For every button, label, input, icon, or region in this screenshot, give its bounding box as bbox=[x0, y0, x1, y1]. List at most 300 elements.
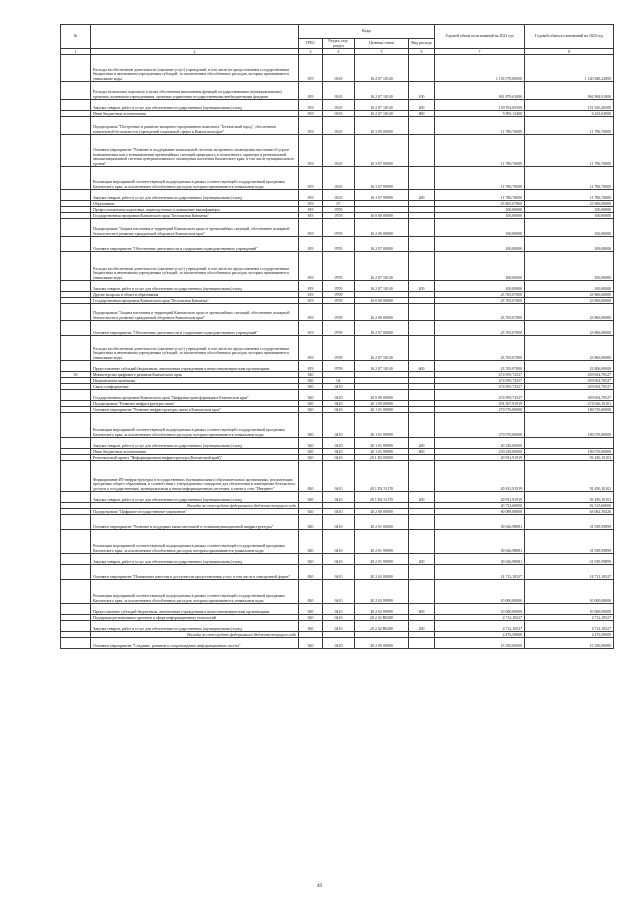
row-amount-2023: 150 704,05500 bbox=[435, 100, 525, 111]
row-section: 0310 bbox=[323, 167, 355, 190]
row-section: 0709 bbox=[323, 304, 355, 321]
table-row bbox=[61, 336, 614, 361]
row-amount-2023: 250 256,00000 bbox=[435, 449, 525, 455]
row-number bbox=[61, 336, 91, 361]
header-codes: Коды bbox=[299, 25, 435, 39]
table-row bbox=[61, 361, 614, 372]
row-number bbox=[61, 604, 91, 615]
row-section: 0705 bbox=[323, 207, 355, 213]
row-number bbox=[61, 413, 91, 438]
row-expense-type bbox=[409, 55, 435, 82]
row-amount-2024: 23 806,00000 bbox=[525, 336, 614, 361]
row-amount-2023: 30 026,98081 bbox=[435, 530, 525, 554]
header-section: Раздел, под-раздел bbox=[323, 39, 355, 49]
row-grbs: 819 bbox=[299, 167, 323, 190]
row-article: 16 2 07 00000 bbox=[355, 321, 409, 336]
row-grbs: 820 bbox=[299, 449, 323, 455]
row-amount-2023: 30 026,98081 bbox=[435, 515, 525, 530]
row-number bbox=[61, 100, 91, 111]
row-expense-type: 200 bbox=[409, 554, 435, 565]
row-article: 16 3 07 00000 bbox=[355, 135, 409, 167]
row-section: 0709 bbox=[323, 361, 355, 372]
row-amount-2023: 100,00000 bbox=[435, 213, 525, 219]
row-article: 20 2 02 00000 bbox=[355, 565, 409, 580]
table-row bbox=[61, 492, 614, 503]
row-grbs: 820 bbox=[299, 384, 323, 390]
row-description: Закупка товаров, работ и услуг для обеспечения государственных (муниципальных) нужд bbox=[91, 492, 299, 503]
row-grbs: 820 bbox=[299, 401, 323, 407]
row-article: 16 3 00 00000 bbox=[355, 117, 409, 135]
column-number-label: 7 bbox=[435, 49, 525, 55]
row-expense-type: 800 bbox=[409, 111, 435, 117]
budget-table bbox=[60, 24, 614, 649]
row-grbs: 820 bbox=[299, 378, 323, 384]
row-description: Министерство цифрового развития Камчатского края bbox=[91, 372, 299, 378]
row-number bbox=[61, 554, 91, 565]
row-description: Закупка товаров, работ и услуг для обеспечения государственных (муниципальных) нужд bbox=[91, 100, 299, 111]
table-body bbox=[61, 55, 614, 649]
row-section: 0709 bbox=[323, 321, 355, 336]
table-row bbox=[61, 252, 614, 281]
row-description: Предоставление субсидий бюджетным, автономным учреждениям и иным некоммерческим организациям bbox=[91, 361, 299, 372]
row-amount-2024: 459 654,70527 bbox=[525, 372, 614, 378]
row-section: 0410 bbox=[323, 384, 355, 390]
row-amount-2023: 15 350,00000 bbox=[435, 638, 525, 649]
row-article: 20 1 01 99990 bbox=[355, 413, 409, 438]
table-row bbox=[61, 304, 614, 321]
row-article: 20 1 01 00000 bbox=[355, 407, 409, 413]
row-article: 20 2 01 00000 bbox=[355, 515, 409, 530]
row-amount-2024: 92 515,60000 bbox=[525, 503, 614, 509]
row-amount-2024: 23 806,00000 bbox=[525, 298, 614, 304]
row-section: 0410 bbox=[323, 565, 355, 580]
table-row bbox=[61, 82, 614, 100]
row-expense-type: 200 bbox=[409, 100, 435, 111]
row-amount-2023: 20 931,91919 bbox=[435, 492, 525, 503]
row-amount-2024: 11 786,70000 bbox=[525, 167, 614, 190]
table-row bbox=[61, 530, 614, 554]
row-description: Национальная экономика bbox=[91, 378, 299, 384]
row-expense-type: 600 bbox=[409, 361, 435, 372]
table-row bbox=[61, 638, 614, 649]
page-number: 49 bbox=[317, 884, 322, 889]
row-amount-2024: 63 062,10426 bbox=[525, 509, 614, 515]
row-article: 16 2 00 00000 bbox=[355, 219, 409, 237]
row-description: Закупка товаров, работ и услуг для обеспечения государственных (муниципальных) нужд bbox=[91, 190, 299, 201]
row-grbs: 819 bbox=[299, 237, 323, 252]
row-expense-type: 200 bbox=[409, 190, 435, 201]
row-amount-2024: 100,00000 bbox=[525, 219, 614, 237]
row-grbs: 819 bbox=[299, 201, 323, 207]
row-amount-2024: 962 984,91000 bbox=[525, 82, 614, 100]
row-amount-2024: 23 806,00000 bbox=[525, 361, 614, 372]
row-description: Основное мероприятие "Создание, развитие и сопровождение информационных систем" bbox=[91, 638, 299, 649]
row-amount-2023: 23 865,07000 bbox=[435, 201, 525, 207]
table-row bbox=[61, 515, 614, 530]
row-amount-2024: 4 476,50000 bbox=[525, 632, 614, 638]
row-amount-2023: 270 576,00000 bbox=[435, 407, 525, 413]
row-description: Подпрограмма "Защита населения и территорий Камчатского края от чрезвычайных ситуаций, обеспечение пожарной безопасности и развитие гражданской обороны в Камчатском крае" bbox=[91, 219, 299, 237]
header-2023: Годовой объем ассигнований на 2023 год bbox=[435, 25, 525, 49]
row-article: 16 2 07 10140 bbox=[355, 252, 409, 281]
row-article: 16 0 00 00000 bbox=[355, 298, 409, 304]
row-expense-type bbox=[409, 167, 435, 190]
row-amount-2023: 100,00000 bbox=[435, 237, 525, 252]
row-expense-type bbox=[409, 304, 435, 321]
table-row bbox=[61, 565, 614, 580]
table-row bbox=[61, 604, 614, 615]
row-section: 0410 bbox=[323, 604, 355, 615]
row-expense-type: 200 bbox=[409, 438, 435, 449]
row-expense-type bbox=[409, 117, 435, 135]
row-amount-2024: 93 450,10101 bbox=[525, 492, 614, 503]
row-amount-2023: 30 026,98081 bbox=[435, 554, 525, 565]
row-amount-2024: 100,00000 bbox=[525, 252, 614, 281]
row-number bbox=[61, 304, 91, 321]
row-section: 0410 bbox=[323, 530, 355, 554]
row-expense-type: 200 bbox=[409, 621, 435, 632]
row-grbs: 819 bbox=[299, 100, 323, 111]
column-number-label: 4 bbox=[323, 49, 355, 55]
header-expense-type: Вид расхода bbox=[409, 39, 435, 49]
row-description: Связь и информатика bbox=[91, 384, 299, 390]
row-amount-2024: 4 712,10527 bbox=[525, 615, 614, 621]
table-row bbox=[61, 621, 614, 632]
row-section: 0410 bbox=[323, 401, 355, 407]
table-row bbox=[61, 55, 614, 82]
row-section: 0705 bbox=[323, 219, 355, 237]
row-grbs: 819 bbox=[299, 55, 323, 82]
row-article: 20 2 02 R0280 bbox=[355, 615, 409, 621]
row-section: 0310 bbox=[323, 111, 355, 117]
row-expense-type bbox=[409, 530, 435, 554]
row-section: 0410 bbox=[323, 509, 355, 515]
column-number-label: 3 bbox=[299, 49, 323, 55]
row-description: Другие вопросы в области образования bbox=[91, 292, 299, 298]
row-grbs: 820 bbox=[299, 530, 323, 554]
row-amount-2024: 100,00000 bbox=[525, 213, 614, 219]
row-amount-2023: 100,00000 bbox=[435, 281, 525, 292]
row-amount-2024: 31 939,59899 bbox=[525, 515, 614, 530]
row-amount-2024: 10 000,00000 bbox=[525, 580, 614, 604]
row-grbs: 820 bbox=[299, 615, 323, 621]
row-expense-type: 100 bbox=[409, 82, 435, 100]
row-expense-type bbox=[409, 135, 435, 167]
row-grbs: 819 bbox=[299, 117, 323, 135]
table-row bbox=[61, 438, 614, 449]
row-section: 0410 bbox=[323, 438, 355, 449]
row-amount-2024: 23 806,00000 bbox=[525, 304, 614, 321]
row-description: Подпрограмма "Защита населения и территорий Камчатского края от чрезвычайных ситуаций, обеспечение пожарной безопасности и развитие гражданской обороны в Камчатском крае" bbox=[91, 304, 299, 321]
row-amount-2024: 11 786,70000 bbox=[525, 117, 614, 135]
row-grbs: 820 bbox=[299, 492, 323, 503]
row-description: Основное мероприятие "Развитие и поддержание комплексной системы экстренного оповещения населения об угрозе возникновения или о возникновении чрезвычайных ситуаций природного и техногенного характера и региональной автоматизированной системы централизованного оповещения населения Камчатского края, в том числе муниципального уровня" bbox=[91, 135, 299, 167]
row-description: Расходы за счет средств федерального бюджета текущего года bbox=[91, 632, 299, 638]
row-article: 16 2 00 00000 bbox=[355, 304, 409, 321]
row-grbs: 820 bbox=[299, 372, 323, 378]
row-article: 20 1 01 99990 bbox=[355, 438, 409, 449]
row-number bbox=[61, 117, 91, 135]
row-section: 0705 bbox=[323, 237, 355, 252]
row-amount-2023: 23 765,07000 bbox=[435, 304, 525, 321]
row-number bbox=[61, 580, 91, 604]
row-section: 0709 bbox=[323, 336, 355, 361]
row-grbs: 820 bbox=[299, 438, 323, 449]
row-description: Профессиональная подготовка, переподготовка и повышение квалификации bbox=[91, 207, 299, 213]
row-number bbox=[61, 492, 91, 503]
row-article: 20 2 01 99990 bbox=[355, 530, 409, 554]
row-article: 20 2 02 99990 bbox=[355, 580, 409, 604]
row-amount-2023: 4 712,10527 bbox=[435, 615, 525, 621]
header-article: Целевая статья bbox=[355, 39, 409, 49]
row-description: Формирование ИТ-инфраструктуры в государственных (муниципальных) образовательных организациях, реализующих программы общего образования, в соответствии с утвержденным стандартом для обеспечения в помещениях безопасного доступа к государственным, муниципальным и иным информационным системам, а также к сети "Интернет" bbox=[91, 461, 299, 492]
row-description: Государственная программа Камчатского края "Безопасная Камчатка" bbox=[91, 213, 299, 219]
row-grbs: 819 bbox=[299, 135, 323, 167]
row-description: Иные бюджетные ассигнования bbox=[91, 111, 299, 117]
row-article: 16 2 07 10140 bbox=[355, 100, 409, 111]
row-section: 0410 bbox=[323, 449, 355, 455]
row-number bbox=[61, 515, 91, 530]
table-row bbox=[61, 321, 614, 336]
row-expense-type bbox=[409, 219, 435, 237]
row-amount-2023: 1 118 578,80000 bbox=[435, 55, 525, 82]
row-section: 0709 bbox=[323, 292, 355, 298]
row-expense-type bbox=[409, 237, 435, 252]
row-grbs: 820 bbox=[299, 461, 323, 492]
row-description: Основное мероприятие "Развитие и поддержка вычислительной и телекоммуникационной инфраструктуры" bbox=[91, 515, 299, 530]
row-number bbox=[61, 82, 91, 100]
row-amount-2024: 180 576,00000 bbox=[525, 449, 614, 455]
row-amount-2023: 10 000,00000 bbox=[435, 604, 525, 615]
row-number bbox=[61, 252, 91, 281]
row-amount-2023: 961 879,61000 bbox=[435, 82, 525, 100]
header-2024: Годовой объем ассигнований на 2024 год bbox=[525, 25, 614, 49]
row-amount-2023: 291 507,91919 bbox=[435, 401, 525, 407]
row-article: 20 2 02 99990 bbox=[355, 604, 409, 615]
row-section: 0410 bbox=[323, 554, 355, 565]
row-grbs: 819 bbox=[299, 111, 323, 117]
row-article: 20 0 00 00000 bbox=[355, 390, 409, 401]
row-article: 16 2 07 10140 bbox=[355, 55, 409, 82]
row-section: 0310 bbox=[323, 190, 355, 201]
row-number: 36 bbox=[61, 372, 91, 378]
row-article: 20 1 01 99990 bbox=[355, 449, 409, 455]
row-article: 16 2 07 10140 bbox=[355, 111, 409, 117]
row-article: 20 1 D2 51170 bbox=[355, 461, 409, 492]
row-number bbox=[61, 219, 91, 237]
row-number bbox=[61, 167, 91, 190]
row-amount-2023: 4 476,50000 bbox=[435, 632, 525, 638]
row-number bbox=[61, 390, 91, 401]
table-row bbox=[61, 100, 614, 111]
table-row bbox=[61, 219, 614, 237]
row-grbs: 819 bbox=[299, 213, 323, 219]
row-amount-2024: 6 233,04000 bbox=[525, 111, 614, 117]
row-amount-2024: 459 654,70527 bbox=[525, 390, 614, 401]
row-expense-type bbox=[409, 638, 435, 649]
row-grbs: 820 bbox=[299, 638, 323, 649]
row-amount-2023: 20 931,91919 bbox=[435, 461, 525, 492]
row-grbs: 819 bbox=[299, 207, 323, 213]
row-grbs: 820 bbox=[299, 565, 323, 580]
row-amount-2023: 474 959,72527 bbox=[435, 378, 525, 384]
row-amount-2023: 100,00000 bbox=[435, 252, 525, 281]
row-description: Поддержка региональных проектов в сфере информационных технологий bbox=[91, 615, 299, 621]
row-description: Расходы на обеспечение деятельности (оказание услуг) учреждений, в том числе на предоставление государственным бюджетным и автономным учреждениям субсидий, за исключением обособленных расходов, которым присваиваются уникальные коды bbox=[91, 252, 299, 281]
row-amount-2023: 270 576,00000 bbox=[435, 413, 525, 438]
row-amount-2023: 23 765,07000 bbox=[435, 361, 525, 372]
row-amount-2024: 1 120 848,22000 bbox=[525, 55, 614, 82]
table-row bbox=[61, 413, 614, 438]
row-description: Реализация мероприятий соответствующей подпрограммы в рамках соответствующей государственной программы Камчатского края, за исключением обособленных расходов, которым присваиваются уникальные коды bbox=[91, 530, 299, 554]
table-row bbox=[61, 135, 614, 167]
row-amount-2023: 100,00000 bbox=[435, 219, 525, 237]
row-expense-type bbox=[409, 321, 435, 336]
row-article: 16 2 07 10140 bbox=[355, 361, 409, 372]
row-grbs: 820 bbox=[299, 515, 323, 530]
row-expense-type: 800 bbox=[409, 449, 435, 455]
row-section: 0705 bbox=[323, 213, 355, 219]
table-row bbox=[61, 580, 614, 604]
row-amount-2023: 4 712,10527 bbox=[435, 621, 525, 632]
row-article: 20 1 D2 00000 bbox=[355, 455, 409, 461]
row-amount-2024: 100,00000 bbox=[525, 207, 614, 213]
row-amount-2023: 14 712,10527 bbox=[435, 565, 525, 580]
row-amount-2023: 20 723,60000 bbox=[435, 503, 525, 509]
row-amount-2023: 474 959,72527 bbox=[435, 384, 525, 390]
row-amount-2024: 23 806,00000 bbox=[525, 292, 614, 298]
row-amount-2024: 274 026,10101 bbox=[525, 401, 614, 407]
row-article: 20 2 00 00000 bbox=[355, 509, 409, 515]
row-grbs: 819 bbox=[299, 361, 323, 372]
row-description: Закупка товаров, работ и услуг для обеспечения государственных (муниципальных) нужд bbox=[91, 554, 299, 565]
row-amount-2023: 474 959,72527 bbox=[435, 390, 525, 401]
row-description: Реализация мероприятий соответствующей подпрограммы в рамках соответствующей государственной программы Камчатского края, за исключением обособленных расходов, которым присваиваются уникальные коды bbox=[91, 413, 299, 438]
column-number-label: 5 bbox=[355, 49, 409, 55]
row-description: Закупка товаров, работ и услуг для обеспечения государственных (муниципальных) нужд bbox=[91, 438, 299, 449]
row-description: Государственная программа Камчатского края "Цифровая трансформация в Камчатском крае" bbox=[91, 390, 299, 401]
table-row bbox=[61, 117, 614, 135]
row-description: Расходы на обеспечение деятельности (оказание услуг) учреждений, в том числе на предоставление государственным бюджетным и автономным учреждениям субсидий, за исключением обособленных расходов, которым присваиваются уникальные коды bbox=[91, 55, 299, 82]
row-article: 16 0 00 00000 bbox=[355, 213, 409, 219]
row-amount-2023: 11 786,70000 bbox=[435, 167, 525, 190]
row-description: Подпрограмма "Цифровое государственное управление" bbox=[91, 509, 299, 515]
row-grbs: 820 bbox=[299, 407, 323, 413]
row-amount-2023: 10 000,00000 bbox=[435, 580, 525, 604]
row-description: Государственная программа Камчатского края "Безопасная Камчатка" bbox=[91, 298, 299, 304]
row-grbs: 819 bbox=[299, 82, 323, 100]
row-description: Подпрограмма "Построение и развитие аппаратно-программного комплекса "Безопасный город", обеспечение комплексной безопасности учреждений социальной сферы в Камчатском крае" bbox=[91, 117, 299, 135]
row-description: Основное мероприятие "Развитие инфраструктуры связи в Камчатском крае" bbox=[91, 407, 299, 413]
row-amount-2024: 93 450,10101 bbox=[525, 455, 614, 461]
row-grbs: 820 bbox=[299, 604, 323, 615]
row-description: Основное мероприятие "Повышение качества и доступности предоставления услуг, в том числе в электронной форме" bbox=[91, 565, 299, 580]
row-amount-2023: 20 931,91919 bbox=[435, 455, 525, 461]
row-amount-2024: 100,00000 bbox=[525, 281, 614, 292]
row-amount-2024: 4 712,10527 bbox=[525, 621, 614, 632]
row-amount-2023: 5 995,13400 bbox=[435, 111, 525, 117]
row-amount-2023: 60 089,08608 bbox=[435, 509, 525, 515]
row-section: 0410 bbox=[323, 461, 355, 492]
header-grbs: ГРБС bbox=[299, 39, 323, 49]
row-section: 0410 bbox=[323, 390, 355, 401]
row-section: 0410 bbox=[323, 492, 355, 503]
row-grbs: 819 bbox=[299, 298, 323, 304]
row-section: 0410 bbox=[323, 615, 355, 621]
row-article: 20 1 00 00000 bbox=[355, 401, 409, 407]
row-amount-2024: 23 806,00000 bbox=[525, 321, 614, 336]
row-description: Расходы за счет средств федерального бюджета текущего года bbox=[91, 503, 299, 509]
row-amount-2024: 31 939,59899 bbox=[525, 554, 614, 565]
row-amount-2023: 474 959,72527 bbox=[435, 372, 525, 378]
row-description: Образование bbox=[91, 201, 299, 207]
table-row bbox=[61, 461, 614, 492]
row-description: Закупка товаров, работ и услуг для обеспечения государственных (муниципальных) нужд bbox=[91, 281, 299, 292]
row-section: 0310 bbox=[323, 100, 355, 111]
row-amount-2023: 23 765,07000 bbox=[435, 292, 525, 298]
row-amount-2023: 23 765,07000 bbox=[435, 298, 525, 304]
row-amount-2024: 180 576,00000 bbox=[525, 407, 614, 413]
table-row bbox=[61, 554, 614, 565]
row-section: 0410 bbox=[323, 621, 355, 632]
row-section: 0410 bbox=[323, 413, 355, 438]
row-section: 0410 bbox=[323, 580, 355, 604]
row-section: 04 bbox=[323, 378, 355, 384]
column-number-label: 1 bbox=[61, 49, 91, 55]
row-amount-2024: 11 786,70000 bbox=[525, 135, 614, 167]
header-number: № bbox=[61, 25, 91, 49]
row-number bbox=[61, 638, 91, 649]
row-article: 16 3 07 99990 bbox=[355, 190, 409, 201]
row-amount-2024: 100,00000 bbox=[525, 237, 614, 252]
budget-sheet bbox=[60, 24, 613, 649]
row-grbs: 820 bbox=[299, 509, 323, 515]
row-amount-2024: 15 350,00000 bbox=[525, 638, 614, 649]
row-article: 20 2 02 R0280 bbox=[355, 621, 409, 632]
row-section: 0705 bbox=[323, 252, 355, 281]
row-number bbox=[61, 621, 91, 632]
row-amount-2023: 11 786,70000 bbox=[435, 190, 525, 201]
row-section: 0410 bbox=[323, 515, 355, 530]
table-row bbox=[61, 281, 614, 292]
row-amount-2023: 23 765,07000 bbox=[435, 336, 525, 361]
row-expense-type bbox=[409, 565, 435, 580]
row-section: 0310 bbox=[323, 135, 355, 167]
row-expense-type: 600 bbox=[409, 604, 435, 615]
row-amount-2023: 23 765,07000 bbox=[435, 321, 525, 336]
row-grbs: 819 bbox=[299, 321, 323, 336]
table-row bbox=[61, 167, 614, 190]
row-number bbox=[61, 190, 91, 201]
row-amount-2024: 180 576,00000 bbox=[525, 413, 614, 438]
row-article: 16 2 07 10140 bbox=[355, 336, 409, 361]
row-number bbox=[61, 321, 91, 336]
row-amount-2023: 11 786,70000 bbox=[435, 135, 525, 167]
row-expense-type bbox=[409, 515, 435, 530]
row-grbs: 819 bbox=[299, 304, 323, 321]
row-description: Закупка товаров, работ и услуг для обеспечения государственных (муниципальных) нужд bbox=[91, 621, 299, 632]
row-section: 0310 bbox=[323, 82, 355, 100]
row-number bbox=[61, 281, 91, 292]
row-description: Расходы на обеспечение деятельности (оказание услуг) учреждений, в том числе на предоставление государственным бюджетным и автономным учреждениям субсидий, за исключением обособленных расходов, которым присваиваются уникальные коды bbox=[91, 336, 299, 361]
row-expense-type bbox=[409, 461, 435, 492]
row-amount-2024: 11 786,70000 bbox=[525, 190, 614, 201]
row-section: 0410 bbox=[323, 455, 355, 461]
row-amount-2024: 10 000,00000 bbox=[525, 604, 614, 615]
row-amount-2024: 459 654,70527 bbox=[525, 378, 614, 384]
row-grbs: 820 bbox=[299, 621, 323, 632]
row-amount-2024: 31 939,59899 bbox=[525, 530, 614, 554]
